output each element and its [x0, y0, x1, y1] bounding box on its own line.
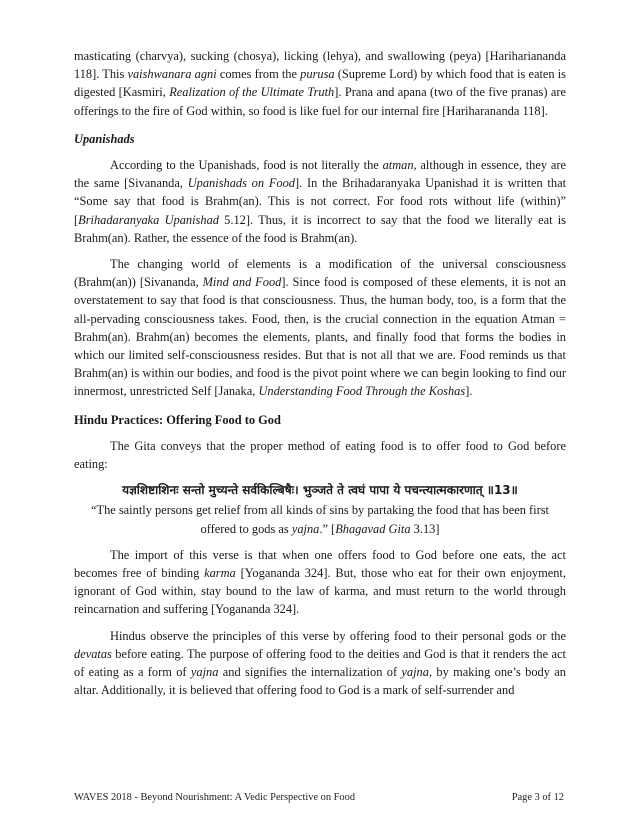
paragraph-hindu-observance: Hindus observe the principles of this verse by offering food to their personal gods or the devatas before eating. The purpose of offering food to the deities and God is that it renders the act of eating as a form of yajna and signifies the internalization of yajna, by making one’s body an altar. Additionally, it is believed that offering food to God is a mark of self-surrender and [74, 628, 566, 698]
paragraph-consciousness: The changing world of elements is a modification of the universal consciousness (Brahm(an)) [Sivananda, Mind and Food]. Since food is composed of these elements, it is not an overstatement to say that food is that consciousness. Thus, the human body, too, is a form that the all-pervading consciousness takes. Food, then, is the crucial connection in the equation Atman = Brahm(an). Brahm(an) becomes the elements, plants, and finally food that forms the bodies in which our limited self-consciousness resides. But that is not all that we are. Food reminds us that Brahm(an) is within our bodies, and food is the pivot point where we can begin looking to find our innermost, unrestricted Self [Janaka, Understanding Food Through the Koshas]. [74, 257, 566, 399]
footer-title: WAVES 2018 - Beyond Nourishment: A Vedic Perspective on Food [74, 792, 356, 803]
page-footer [74, 792, 564, 803]
paragraph-digestion: masticating (charvya), sucking (chosya), licking (lehya), and swallowing (peya) [Harihariananda 118]. This vaishwanara agni comes from the purusa (Supreme Lord) by which food that is eaten is digested [Kasmiri, Realization of the Ultimate Truth]. Prana and apana (two of the five pranas) are offerings to the fire of God within, so food is like fuel for our internal fire [Hariharananda 118]. [74, 49, 566, 118]
paragraph-verse-import: The import of this verse is that when one offers food to God before one eats, the act becomes free of binding karma [Yogananda 324]. But, those who eat for their own enjoyment, ignorant of God within, stay bound to the law of karma, and must return to the world through reincarnation and suffering [Yogananda 324]. [74, 547, 566, 617]
paragraph-gita-intro: The Gita conveys that the proper method of eating food is to offer food to God before eating: [74, 438, 566, 472]
heading-hindu-practices: Hindu Practices: Offering Food to God [74, 412, 281, 427]
verse-translation: “The saintly persons get relief from all kinds of sins by partaking the food that has been first offered to gods as yajna.” [Bhagavad Gita 3.13] [91, 503, 549, 536]
page-number: Page 3 of 12 [511, 792, 564, 803]
sanskrit-verse: यज्ञशिष्टाशिनः सन्तो मुच्यन्ते सर्वकिल्बिषैः। भुञ्जते ते त्वघं पापा ये पचन्त्यात्मकारणात् ॥13॥ [122, 483, 518, 498]
paragraph-upanishads: According to the Upanishads, food is not literally the atman, although in essence, they are the same [Sivananda, Upanishads on Food]. In the Brihadaranyaka Upanishad it is written that “Some say that food is Brahm(an). This is not correct. For food rots without life (within)” [Brihadaranyaka Upanishad 5.12]. Thus, it is incorrect to say that the food we literally eat is Brahm(an). Rather, the essence of the food is Brahm(an). [74, 158, 567, 245]
heading-upanishads: Upanishads [74, 131, 135, 146]
page-body [74, 47, 566, 708]
